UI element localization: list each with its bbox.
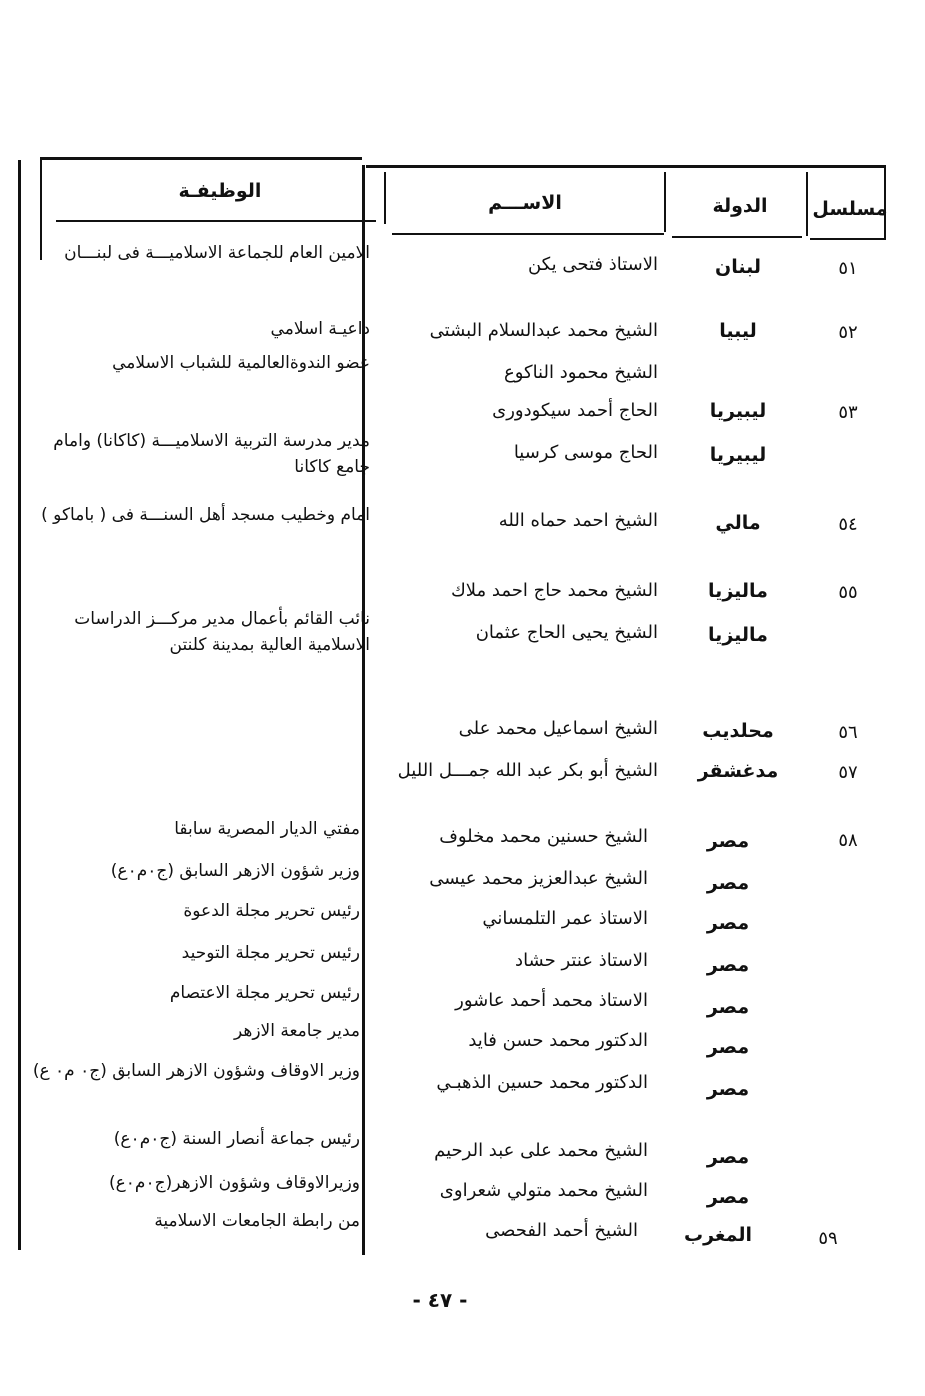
job-row-6: امام وخطيب مسجد أهل السنـــة فى ( باماكو ) xyxy=(41,505,370,525)
name-row-18: الشيخ محمد على عبد الرحيم xyxy=(434,1140,648,1161)
job-row-13: رئيس تحرير مجلة الدعوة xyxy=(183,901,360,921)
job-row-11: مفتي الديار المصرية سابقا xyxy=(174,819,360,839)
name-row-4: الحاج أحمد سيكودورى xyxy=(492,400,658,421)
country-egypt-7: مصر xyxy=(706,1078,750,1100)
country-maldives: محلديب xyxy=(702,720,774,742)
country-egypt-8: مصر xyxy=(706,1146,750,1168)
serial-59: ٥٩ xyxy=(818,1228,838,1249)
country-egypt-3: مصر xyxy=(706,912,750,934)
table-top-border xyxy=(40,157,362,160)
country-egypt-9: مصر xyxy=(706,1186,750,1208)
name-country-divider xyxy=(664,172,666,232)
name-header-underline xyxy=(392,233,664,235)
country-header-underline xyxy=(672,236,802,238)
job-header-underline xyxy=(56,220,376,222)
name-row-2: الشيخ محمد عبدالسلام البشتى xyxy=(429,320,658,341)
table-top-border-right xyxy=(366,165,884,168)
country-egypt-2: مصر xyxy=(706,872,750,894)
job-row-19: وزيرالاوقاف وشؤون الازهر(ج٠م٠ع) xyxy=(109,1173,360,1193)
country-egypt-4: مصر xyxy=(706,954,750,976)
job-row-3: عضو الندوةالعالمية للشباب الاسلامي xyxy=(112,353,370,373)
country-morocco: المغرب xyxy=(683,1224,753,1246)
table-left-border xyxy=(18,160,21,1250)
name-header-divider xyxy=(384,172,386,224)
name-row-17: الدكتور محمد حسين الذهبـي xyxy=(436,1072,648,1093)
serial-header-underline xyxy=(810,238,886,240)
job-row-1: الامين العام للجماعة الاسلاميـــة فى لبنـــان xyxy=(64,243,370,263)
name-row-14: الاستاذ عنتر حشاد xyxy=(515,950,648,971)
country-mali: مالي xyxy=(715,512,761,534)
name-row-19: الشيخ محمد متولي شعراوى xyxy=(439,1180,648,1201)
job-row-14: رئيس تحرير مجلة التوحيد xyxy=(181,943,360,963)
name-row-15: الاستاذ محمد أحمد عاشور xyxy=(455,990,648,1011)
job-row-2: داعيـة اسلامي xyxy=(270,319,370,339)
name-row-6: الشيخ احمد حماه الله xyxy=(498,510,658,531)
job-row-16: مدير جامعة الازهر xyxy=(233,1021,360,1041)
serial-57: ٥٧ xyxy=(838,762,858,783)
serial-53: ٥٣ xyxy=(838,402,858,423)
serial-55: ٥٥ xyxy=(838,582,858,603)
country-egypt-6: مصر xyxy=(706,1036,750,1058)
serial-56: ٥٦ xyxy=(838,722,858,743)
job-row-17: وزير الاوقاف وشؤون الازهر السابق (ج٠ م٠ ع) xyxy=(32,1061,360,1081)
name-row-9: الشيخ اسماعيل محمد على xyxy=(458,718,658,739)
country-liberia-2: ليبيريا xyxy=(709,444,767,466)
country-malaysia-1: ماليزيا xyxy=(708,580,768,602)
job-row-15: رئيس تحرير مجلة الاعتصام xyxy=(169,983,360,1003)
country-madagascar: مدغشقر xyxy=(697,760,779,782)
name-row-1: الاستاذ فتحى يكن xyxy=(527,254,658,275)
country-liberia-1: ليبيريا xyxy=(709,400,767,422)
header-serial: مسلسل xyxy=(812,198,888,220)
job-row-20: من رابطة الجامعات الاسلامية xyxy=(154,1211,360,1231)
serial-51: ٥١ xyxy=(838,258,858,279)
header-job: الوظيفـة xyxy=(178,180,262,202)
job-row-5: مدير مدرسة التربية الاسلاميـــة (كاكانا) وامام جامع كاكانا xyxy=(53,431,370,477)
country-egypt-1: مصر xyxy=(706,830,750,852)
name-row-10: الشيخ أبو بكر عبد الله جمـــل الليل xyxy=(397,760,658,781)
name-row-16: الدكتور محمد حسن فايد xyxy=(468,1030,648,1051)
country-libya: ليبيا xyxy=(719,320,757,342)
header-name: الاســـم xyxy=(488,192,562,214)
name-row-8: الشيخ يحيى الحاج عثمان xyxy=(475,622,658,643)
name-row-20: الشيخ أحمد الفحصى xyxy=(485,1220,638,1241)
country-malaysia-2: ماليزيا xyxy=(708,624,768,646)
serial-58: ٥٨ xyxy=(838,830,858,851)
name-row-3: الشيخ محمود الناكوع xyxy=(503,362,658,383)
serial-52: ٥٢ xyxy=(838,322,858,343)
name-row-5: الحاج موسى كرسيا xyxy=(513,442,658,463)
country-lebanon: لبنان xyxy=(715,256,761,278)
page-number: - ٤٧ - xyxy=(412,1288,468,1312)
job-row-12: وزير شؤون الازهر السابق (ج٠م٠ع) xyxy=(110,861,360,881)
country-serial-divider xyxy=(806,172,808,236)
name-row-12: الشيخ عبدالعزيز محمد عيسى xyxy=(429,868,648,889)
name-row-13: الاستاذ عمر التلمساني xyxy=(482,908,648,929)
country-egypt-5: مصر xyxy=(706,996,750,1018)
job-row-8: نائب القائم بأعمال مدير مركـــز الدراسات الاسلامية العالية بمدينة كلنتن xyxy=(74,609,370,655)
name-row-11: الشيخ حسنين محمد مخلوف xyxy=(439,826,648,847)
job-row-18: رئيس جماعة أنصار السنة (ج٠م٠ع) xyxy=(113,1129,360,1149)
header-country: الدولة xyxy=(712,195,768,217)
serial-54: ٥٤ xyxy=(838,514,858,535)
name-row-7: الشيخ محمد حاج احمد ملاك xyxy=(450,580,658,601)
